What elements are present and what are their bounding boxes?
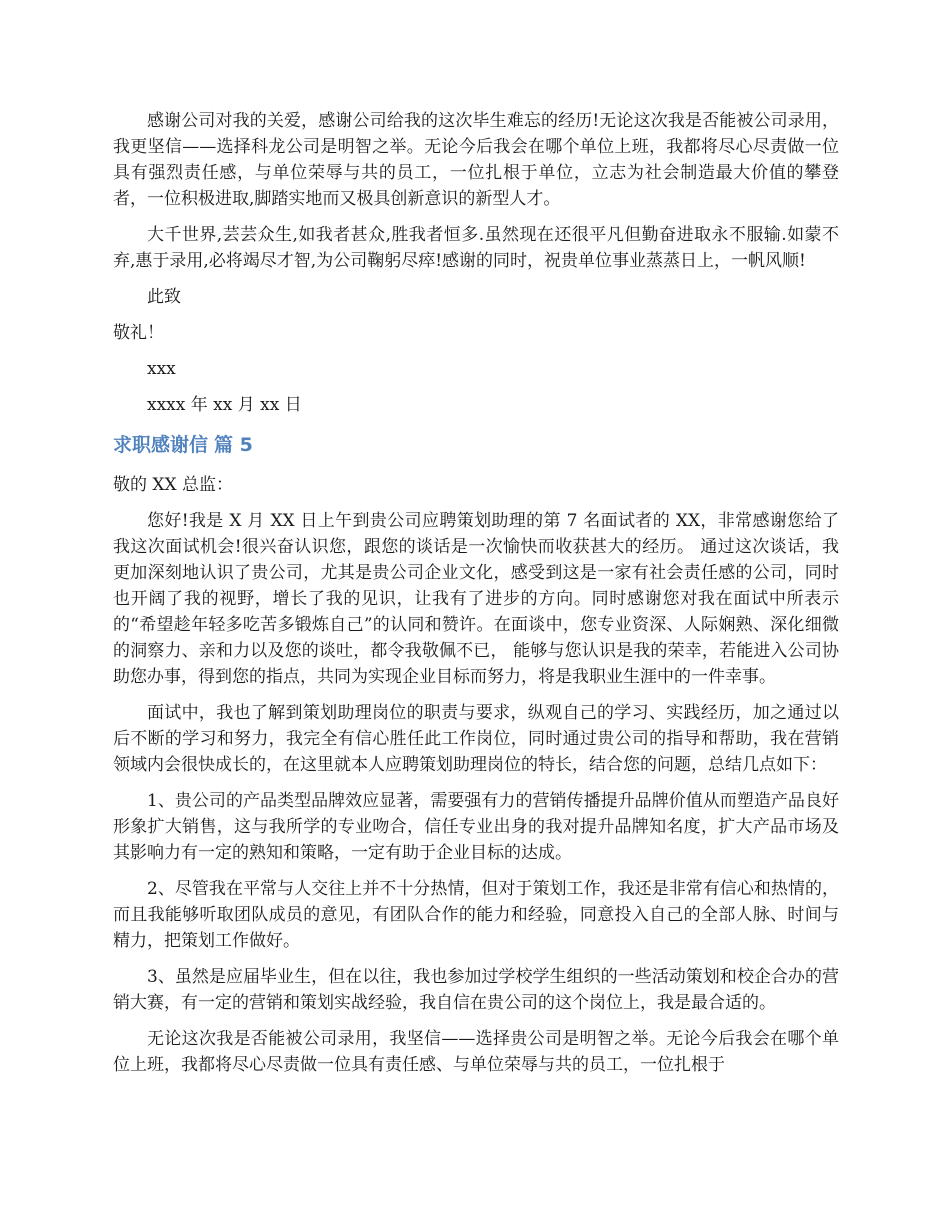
document-body — [113, 108, 839, 1088]
letter-greeting: 敬的 XX 总监： — [113, 475, 234, 495]
letter-point-3: 3、虽然是应届毕业生，但在以往，我也参加过学校学生组织的一些活动策划和校企合办的营销大赛，有一定的营销和策划实战经验，我自信在贵公司的这个岗位上，我是最合适的。 — [113, 967, 839, 1013]
salute: 敬礼！ — [113, 323, 164, 343]
signature: xxx — [147, 359, 176, 379]
letter-paragraph-1: 您好!我是 X 月 XX 日上午到贵公司应聘策划助理的第 7 名面试者的 XX，非常感谢您给了我这次面试机会!很兴奋认识您，跟您的谈话是一次愉快而收获甚大的经历。 通过这次谈话，我更加深刻地认识了贵公司，尤其是贵公司企业文化，感受到这是一家有社会责任感的公司，同时也开阔了我的视野，增长了我的见识，让我有了进步的方向。同时感谢您对我在面试中所表示的“希望趁年轻多吃苦多锻炼自己”的认同和赞许。在面谈中，您专业资深、人际娴熟、深化细微的洞察力、亲和力以及您的谈吐，都令我敬佩不已， 能够与您认识是我的荣幸，若能进入公司协助您办事，得到您的指点，共同为实现企业目标而努力，将是我职业生涯中的一件幸事。 — [113, 511, 839, 687]
letter-point-2: 2、尽管我在平常与人交往上并不十分热情，但对于策划工作，我还是非常有信心和热情的，而且我能够听取团队成员的意见，有团队合作的能力和经验，同意投入自己的全部人脉、时间与精力，把策划工作做好。 — [113, 879, 839, 951]
section-number: 篇 5 — [214, 434, 253, 456]
section-title: 求职感谢信 — [113, 434, 209, 456]
closing-phrase: 此致 — [147, 287, 181, 307]
letter-point-1: 1、贵公司的产品类型品牌效应显著，需要强有力的营销传播提升品牌价值从而塑造产品良好形象扩大销售，这与我所学的专业吻合，信任专业出身的我对提升品牌知名度，扩大产品市场及其影响力有一定的熟知和策略，一定有助于企业目标的达成。 — [113, 791, 839, 863]
letter-paragraph-final: 无论这次我是否能被公司录用，我坚信——选择贵公司是明智之举。无论今后我会在哪个单位上班，我都将尽心尽责做一位具有责任感、与单位荣辱与共的员工，一位扎根于 — [113, 1029, 839, 1075]
section-heading — [113, 432, 839, 458]
closing-paragraph-2: 大千世界,芸芸众生,如我者甚众,胜我者恒多.虽然现在还很平凡但勤奋进取永不服输.如蒙不弃,惠于录用,必将竭尽才智,为公司鞠躬尽瘁!感谢的同时，祝贵单位事业蒸蒸日上，一帆风顺! — [113, 225, 839, 271]
closing-paragraph-1: 感谢公司对我的关爱，感谢公司给我的这次毕生难忘的经历!无论这次我是否能被公司录用，我更坚信——选择科龙公司是明智之举。无论今后我会在哪个单位上班，我都将尽心尽责做一位具有强烈责任感，与单位荣辱与共的员工，一位扎根于单位，立志为社会制造最大价值的攀登者，一位积极进取,脚踏实地而又极具创新意识的新型人才。 — [113, 111, 839, 209]
letter-date: xxxx 年 xx 月 xx 日 — [147, 395, 302, 415]
letter-paragraph-2: 面试中，我也了解到策划助理岗位的职责与要求，纵观自己的学习、实践经历，加之通过以后不断的学习和努力，我完全有信心胜任此工作岗位，同时通过贵公司的指导和帮助，我在营销领域内会很快成长的，在这里就本人应聘策划助理岗位的特长，结合您的问题，总结几点如下： — [113, 703, 839, 775]
